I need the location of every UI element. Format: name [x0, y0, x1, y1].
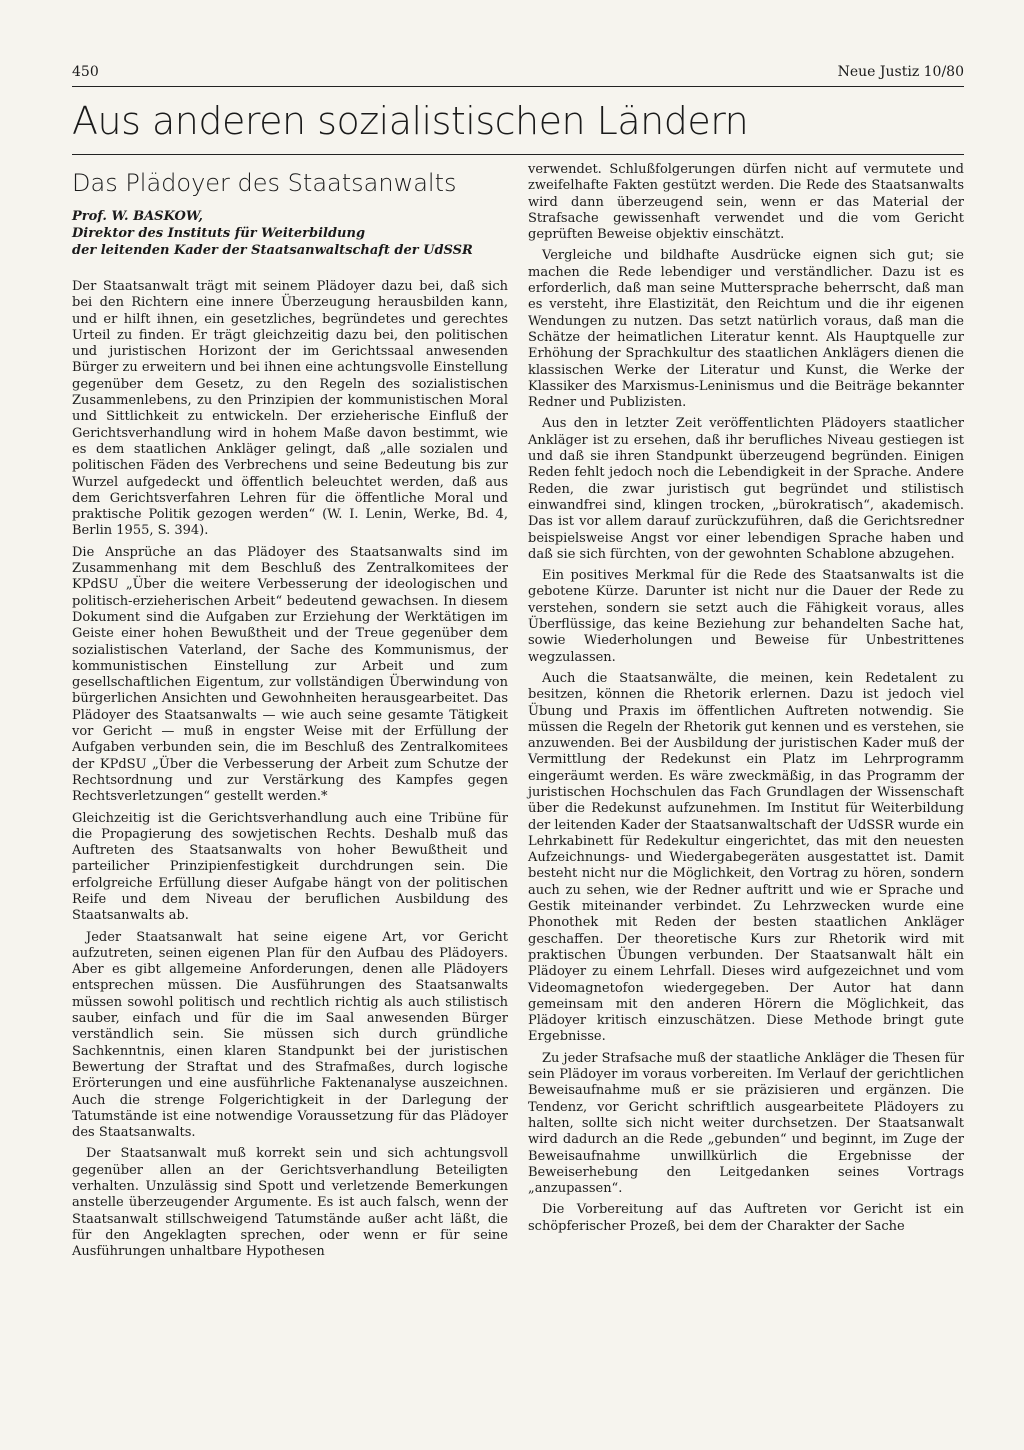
page-number: 450	[72, 64, 99, 80]
section-title: Aus anderen sozialistischen Ländern	[72, 99, 749, 143]
header-rule	[72, 86, 964, 87]
paragraph: Gleichzeitig ist die Gerichtsverhandlung auch eine Tribüne für die Propagierung des sowjetischen Rechts. Deshalb muß das Auftreten des Staatsanwalts von hoher Bewußtheit und parteilicher Prinzipienfestigkeit durchdrungen sein. Die erfolgreiche Erfüllung dieser Aufgabe hängt von der politischen Reife und dem Niveau der beruflichen Ausbildung des Staatsanwalts ab.	[72, 810, 508, 924]
paragraph: Auch die Staatsanwälte, die meinen, kein Redetalent zu besitzen, können die Rhetorik erlernen. Dazu ist jedoch viel Übung und Praxis im öffentlichen Auftreten notwendig. Sie müssen die Regeln der Rhetorik gut kennen und es verstehen, sie anzuwenden. Bei der Ausbildung der juristischen Kader muß der Vermittlung der Redekunst ein Platz im Lehrprogramm eingeräumt werden. Es wäre zweckmäßig, in das Programm der juristischen Hochschulen das Fach Grundlagen der Wissenschaft über die Redekunst aufzunehmen. Im Institut für Weiterbildung der leitenden Kader der Staatsanwaltschaft der UdSSR wurde ein Lehrkabinett für Redekultur eingerichtet, das mit den neuesten Aufzeichnungs- und Wiedergabegeräten ausgestattet ist. Damit besteht nicht nur die Möglichkeit, den Vortrag zu hören, sondern auch zu sehen, wie der Redner auftritt und wie er Sprache und Gestik miteinander verbindet. Zu Lehrzwecken wurde eine Phonothek mit Reden der besten staatlichen Ankläger geschaffen. Der theoretische Kurs zur Rhetorik wird mit praktischen Übungen verbunden. Der Staatsanwalt hält ein Plädoyer zu einem Lehrfall. Dieses wird aufgezeichnet und vom Videomagnetofon wiedergegeben. Der Autor hat dann gemeinsam mit den anderen Hörern die Möglichkeit, das Plädoyer kritisch einzuschätzen. Diese Methode bringt gute Ergebnisse.	[528, 670, 964, 1045]
author-byline	[72, 208, 508, 259]
author-role-line-2: der leitenden Kader der Staatsanwaltschaft der UdSSR	[72, 243, 473, 258]
paragraph: Der Staatsanwalt trägt mit seinem Plädoyer dazu bei, daß sich bei den Richtern eine innere Überzeugung herausbilden kann, und er hilft ihnen, ein gesetzliches, begründetes und gerechtes Urteil zu finden. Er trägt gleichzeitig dazu bei, den politischen und juristischen Horizont der im Gerichtssaal anwesenden Bürger zu erweitern und bei ihnen eine achtungsvolle Einstellung gegenüber dem Gesetz, zu den Regeln des sozialistischen Zusammenlebens, zu den Prinzipien der kommunistischen Moral und Sittlichkeit zu entwickeln. Der erzieherische Einfluß der Gerichtsverhandlung wird in hohem Maße davon bestimmt, wie es dem staatlichen Ankläger gelingt, daß „alle sozialen und politischen Fäden des Verbrechens und seine Bedeutung bis zur Wurzel aufgedeckt und öffentlich beleuchtet werden, daß aus dem Gerichtsverfahren Lehren für die öffentliche Moral und praktische Politik gezogen werden“ (W. I. Lenin, Werke, Bd. 4, Berlin 1955, S. 394).	[72, 279, 508, 539]
section-rule	[72, 154, 964, 155]
author-name: Prof. W. BASKOW,	[72, 209, 203, 224]
paragraph: Aus den in letzter Zeit veröffentlichten Plädoyers staatlicher Ankläger ist zu ersehen, daß ihr berufliches Niveau gestiegen ist und daß sie ihren Standpunkt überzeugend begründen. Einigen Reden fehlt jedoch noch die Lebendigkeit in der Sprache. Andere Reden, die zwar juristisch gut begründet und stilistisch einwandfrei sind, klingen trocken, „bürokratisch“, akademisch. Das ist vor allem darauf zurückzuführen, daß die Gerichtsredner beispielsweise Angst vor einer lebendigen Sprache haben und daß sie sich fürchten, von der gewohnten Schablone abzugehen.	[528, 416, 964, 562]
paragraph: Ein positives Merkmal für die Rede des Staatsanwalts ist die gebotene Kürze. Darunter ist nicht nur die Dauer der Rede zu verstehen, sondern sie setzt auch die Fähigkeit voraus, alles Überflüssige, das keine Beziehung zur behandelten Sache hat, sowie Wiederholungen und Beweise für Unbestrittenes wegzulassen.	[528, 568, 964, 665]
paragraph: verwendet. Schlußfolgerungen dürfen nicht auf vermutete und zweifelhafte Fakten gestützt werden. Die Rede des Staatsanwalts wird dann überzeugend sein, wenn er das Material der Strafsache gewissenhaft verwendet und die vom Gericht geprüften Beweise objektiv einschätzt.	[528, 162, 964, 243]
paragraph: Jeder Staatsanwalt hat seine eigene Art, vor Gericht aufzutreten, seinen eigenen Plan für den Aufbau des Plädoyers. Aber es gibt allgemeine Anforderungen, denen alle Plädoyers entsprechen müssen. Die Ausführungen des Staatsanwalts müssen sowohl politisch und rechtlich richtig als auch stilistisch sauber, einfach und für die im Saal anwesenden Bürger verständlich sein. Sie müssen sich durch gründliche Sachkenntnis, einen klaren Standpunkt bei der juristischen Bewertung der Straftat und des Strafmaßes, durch logische Erörterungen und eine ausführliche Faktenanalyse auszeichnen. Auch die strenge Folgerichtigkeit in der Darlegung der Tatumstände ist eine notwendige Voraussetzung für das Plädoyer des Staatsanwalts.	[72, 929, 508, 1141]
right-column	[528, 162, 964, 1240]
paragraph: Vergleiche und bildhafte Ausdrücke eignen sich gut; sie machen die Rede lebendiger und verständlicher. Dazu ist es erforderlich, daß man seine Muttersprache beherrscht, daß man es versteht, ihre Elastizität, den Reichtum und die ihr eigenen Wendungen zu nutzen. Das setzt natürlich voraus, daß man die Schätze der heimatlichen Literatur kennt. Als Hauptquelle zur Erhöhung der Sprachkultur des staatlichen Anklägers dienen die klassischen Werke der Literatur und Kunst, die Werke der Klassiker des Marxismus-Leninismus und die Beiträge bekannter Redner und Publizisten.	[528, 248, 964, 411]
article-title: Das Plädoyer des Staatsanwalts	[72, 169, 457, 197]
journal-issue: Neue Justiz 10/80	[837, 64, 964, 80]
document-page	[72, 0, 964, 1450]
paragraph: Die Vorbereitung auf das Auftreten vor Gericht ist ein schöpferischer Prozeß, bei dem der Charakter der Sache	[528, 1202, 964, 1234]
running-header	[72, 64, 964, 88]
paragraph: Der Staatsanwalt muß korrekt sein und sich achtungsvoll gegenüber allen an der Gerichtsverhandlung Beteiligten verhalten. Unzulässig sind Spott und verletzende Bemerkungen anstelle überzeugender Argumente. Es ist auch falsch, wenn der Staatsanwalt stillschweigend Tatumstände außer acht läßt, die für den Angeklagten sprechen, oder wenn er für seine Ausführungen unhaltbare Hypothesen	[72, 1146, 508, 1260]
author-role-line-1: Direktor des Instituts für Weiterbildung	[72, 226, 366, 241]
paragraph: Die Ansprüche an das Plädoyer des Staatsanwalts sind im Zusammenhang mit dem Beschluß des Zentralkomitees der KPdSU „Über die weitere Verbesserung der ideologischen und politisch-erzieherischen Arbeit“ bedeutend gewachsen. In diesem Dokument sind die Aufgaben zur Erziehung der Werktätigen im Geiste einer hohen Bewußtheit und der Treue gegenüber dem sozialistischen Vaterland, der Sache des Kommunismus, der kommunistischen Einstellung zur Arbeit und zum gesellschaftlichen Eigentum, zur vollständigen Überwindung von bürgerlichen Ansichten und Gewohnheiten herausgearbeitet. Das Plädoyer des Staatsanwalts — wie auch seine gesamte Tätigkeit vor Gericht — muß in engster Weise mit der Erfüllung der Aufgaben verbunden sein, die im Beschluß des Zentralkomitees der KPdSU „Über die Verbesserung der Arbeit zum Schutze der Rechtsordnung und zur Verstärkung des Kampfes gegen Rechtsverletzungen“ gestellt werden.*	[72, 544, 508, 805]
paragraph: Zu jeder Strafsache muß der staatliche Ankläger die Thesen für sein Plädoyer im voraus vorbereiten. Im Verlauf der gerichtlichen Beweisaufnahme muß er sie präzisieren und ergänzen. Die Tendenz, vor Gericht schriftlich ausgearbeitete Plädoyers zu halten, sollte sich nicht weiter durchsetzen. Der Staatsanwalt wird dadurch an die Rede „gebunden“ und beginnt, im Zuge der Beweisaufnahme unwillkürlich die Ergebnisse der Beweiserhebung den Leitgedanken seines Vortrags „anzupassen“.	[528, 1050, 964, 1197]
left-column	[72, 162, 508, 1266]
